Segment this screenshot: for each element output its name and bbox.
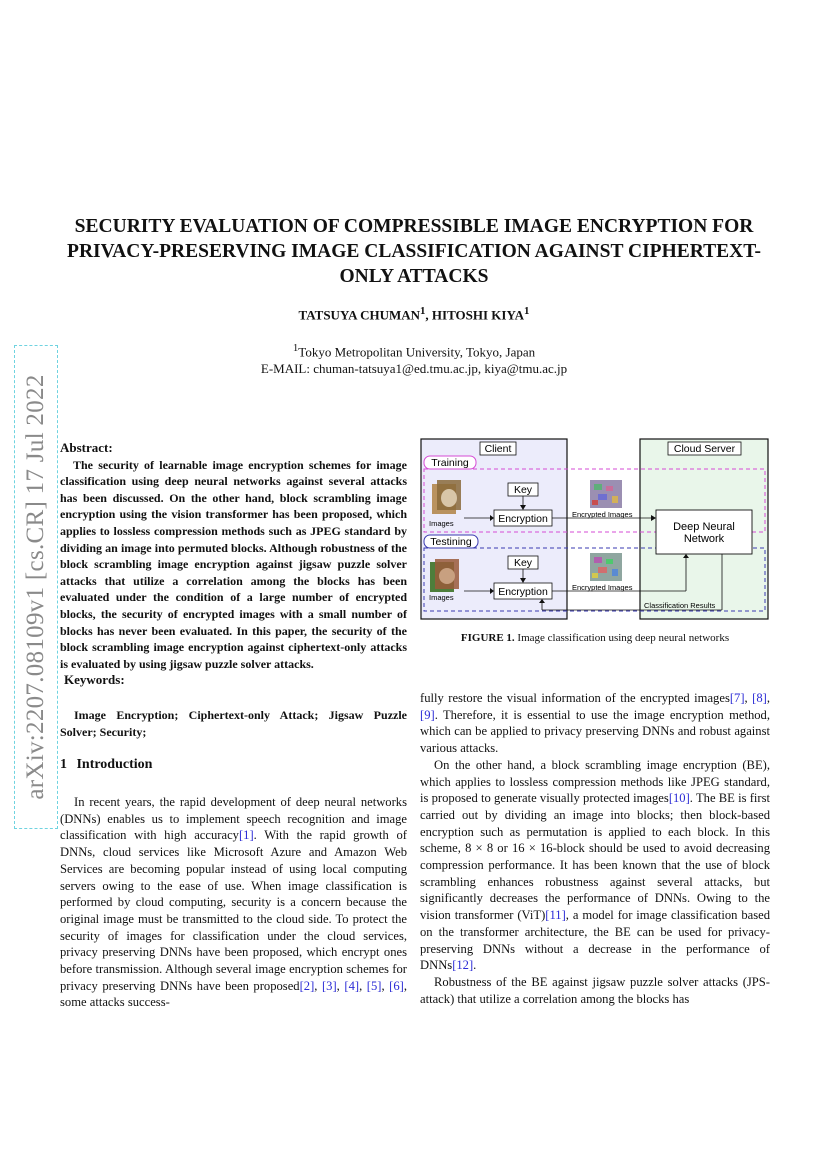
intro-left-paragraph xyxy=(60,794,407,1011)
keywords-body: Image Encryption; Ciphertext-only Attack; Jigsaw Puzzle Solver; Security; xyxy=(60,708,407,739)
citation-link[interactable]: [11] xyxy=(545,908,566,923)
abstract-body: The security of learnable image encryption schemes for image classification using deep neural networks against several attacks has been discussed. On the other hand, block scrambling image encryption using the vision transformer has been proposed, which applies to lossless compression methods such as JPEG standard by dividing an image into permuted blocks. Although robustness of the block scrambling image encryption against jigsaw puzzle solver attacks that utilize a correlation among the blocks has been evaluated under the condition of a large number of encrypted blocks, the security of encrypted images with a small number of blocks has never been evaluated. In this paper, the security of the block scrambling image encryption against ciphertext-only attacks is evaluated by using jigsaw puzzle solver attacks. xyxy=(60,457,407,671)
institution: Tokyo Metropolitan University, Tokyo, Japan xyxy=(298,344,536,360)
intro-right-paragraph-1 xyxy=(420,690,770,757)
text-run: fully restore the visual information of the encrypted images xyxy=(420,691,730,705)
affil-mark: 1 xyxy=(292,342,299,354)
author-affil-mark: 1 xyxy=(524,305,530,317)
text-run: . Therefore, it is essential to use the image encryption method, which can be applied to privacy preserving DNNs and robust against various attacks. xyxy=(420,707,770,756)
affiliation xyxy=(60,340,768,377)
keywords-block xyxy=(60,707,407,740)
text-run: . xyxy=(473,958,477,973)
encrypted-image-thumbnail xyxy=(590,480,622,508)
images-label: Images xyxy=(429,593,454,602)
arxiv-watermark xyxy=(14,345,58,829)
encryption-label: Encryption xyxy=(498,586,548,598)
citation-link[interactable]: [2] xyxy=(299,978,315,993)
email: E-MAIL: chuman-tatsuya1@ed.tmu.ac.jp, kiya@tmu.ac.jp xyxy=(260,361,568,377)
encrypted-image-thumbnail xyxy=(590,553,622,581)
intro-right-paragraph-2 xyxy=(420,757,770,974)
text-run: , xyxy=(359,978,367,993)
citation-link[interactable]: [8] xyxy=(752,691,767,705)
author-list: TATSUYA CHUMAN$^1$, HITOSHI KIYA$^1$ xyxy=(298,305,530,323)
figure-caption-text: Image classification using deep neural networks xyxy=(517,632,730,644)
section-heading xyxy=(60,756,407,774)
author-name: HITOSHI KIYA xyxy=(431,307,525,323)
testing-label: Testining xyxy=(430,536,472,548)
text-run: , xyxy=(336,978,345,993)
figure-diagram xyxy=(420,436,772,622)
intro-right-column xyxy=(420,690,770,1007)
cloud-server-label: Cloud Server xyxy=(673,443,736,455)
key-label: Key xyxy=(513,484,533,496)
text-run: . The BE is first carried out by dividing an image into blocks; then block-based encryption such as permutation is applied to each block. In this scheme, 8 × 8 or 16 × 16-block should be used to avoid decreasing compression performance. It has been known that the use of block scrambling enhances robustness against several attacks, but significantly decreases the performance of DNNs. Owing to the vision transformer (ViT) xyxy=(420,791,771,923)
encrypted-images-label: Encrypted Images xyxy=(572,583,633,592)
cat-image-thumbnail xyxy=(432,480,461,514)
client-label: Client xyxy=(484,443,512,455)
citation-link[interactable]: [12] xyxy=(452,958,474,973)
text-run: . With the rapid growth of DNNs, cloud services like Microsoft Azure and Amazon Web Services are becoming popular instead of using local computing servers owing to the ease of use. When image classification is performed by cloud computing, security is a concern because the original image must be transmitted to the cloud side. To protect the security of images for classification under the cloud services, privacy preserving DNNs have been proposed, which encrypt ones before transmission. Although several image encryption schemes for privacy preserving DNNs have been proposed xyxy=(60,828,407,993)
abstract-heading: Abstract: xyxy=(60,440,113,455)
text-run: On the other hand, a block scrambling image encryption (BE), which applies to lossless compression methods like JPEG standard, is proposed to generate visually protected images xyxy=(420,757,770,806)
training-label: Training xyxy=(431,457,469,469)
citation-link[interactable]: [9] xyxy=(420,707,435,722)
encrypted-images-label: Encrypted Images xyxy=(572,510,633,519)
citation-link[interactable]: [4] xyxy=(344,978,360,993)
citation-link[interactable]: [5] xyxy=(366,978,382,993)
figure-label: FIGURE 1. xyxy=(460,632,515,644)
citation-link[interactable]: [3] xyxy=(321,978,337,993)
text-run: , xyxy=(314,978,322,993)
images-label: Images xyxy=(429,519,454,528)
section-title: Introduction xyxy=(76,757,153,772)
author-name: TATSUYA CHUMAN xyxy=(298,307,420,323)
figure-caption xyxy=(420,632,770,644)
dnn-label-line2: Network xyxy=(683,533,725,545)
text-run: , xyxy=(744,691,753,705)
text-run: , a model for image classification based on the transformer architecture, the BE can be used for privacy-preserving DNNs without a decrease in the performance of DNNs xyxy=(420,908,770,973)
key-label: Key xyxy=(513,557,533,569)
section-number: 1 xyxy=(60,757,67,772)
encryption-label: Encryption xyxy=(498,513,548,525)
citation-link[interactable]: [10] xyxy=(668,791,690,806)
intro-right-paragraph-3: Robustness of the BE against jigsaw puzzle solver attacks (JPS-attack) that utilize a correlation among the blocks has xyxy=(420,974,770,1006)
text-run: In recent years, the rapid development of deep neural networks (DNNs) enables us to implement speech recognition and image classification with high accuracy xyxy=(60,795,407,843)
paper-title: SECURITY EVALUATION OF COMPRESSIBLE IMAGE ENCRYPTION FOR PRIVACY-PRESERVING IMAGE CLASSIFICATION AGAINST CIPHERTEXT-ONLY ATTACKS xyxy=(67,216,761,287)
text-run: , xyxy=(381,978,390,993)
citation-link[interactable]: [1] xyxy=(238,828,254,843)
keywords-heading: Keywords: xyxy=(64,672,125,688)
arxiv-id: arXiv:2207.08109v1 [cs.CR] 17 Jul 2022 xyxy=(22,374,49,800)
text-run: , some attacks success- xyxy=(60,978,407,1010)
dog-image-thumbnail xyxy=(430,559,459,592)
classification-results-label: Classification Results xyxy=(644,601,716,610)
dnn-label-line1: Deep Neural xyxy=(673,521,735,533)
text-run: , xyxy=(766,691,770,705)
author-affil-mark: 1 xyxy=(420,305,426,317)
abstract-block xyxy=(60,440,407,689)
citation-link[interactable]: [6] xyxy=(389,978,404,993)
citation-link[interactable]: [7] xyxy=(729,691,745,705)
